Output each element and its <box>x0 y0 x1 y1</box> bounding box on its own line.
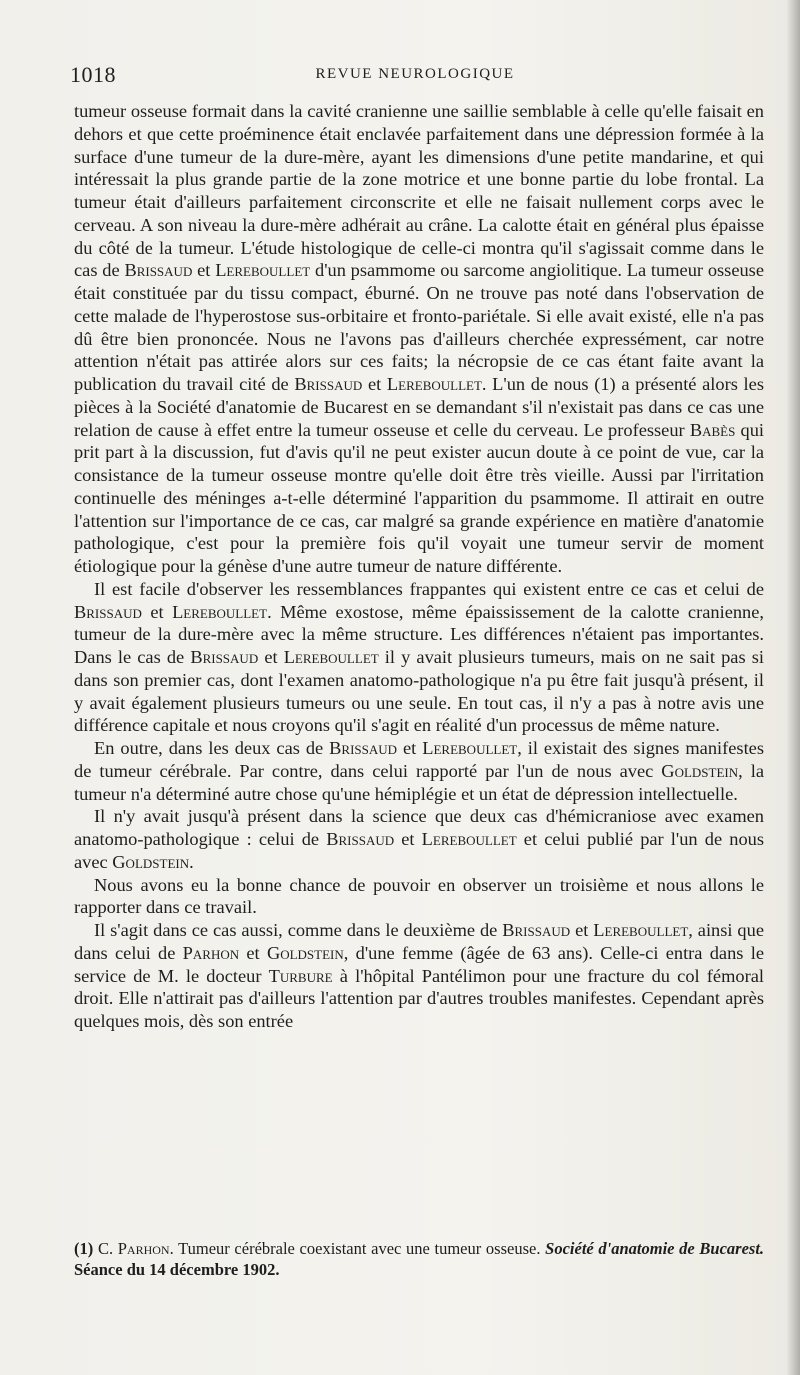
author-name: Brissaud <box>190 647 259 667</box>
paragraph <box>74 805 764 873</box>
footnote-source: Société d'anatomie de Bucarest. <box>545 1239 765 1258</box>
text-run: , ainsi que dans celui de <box>74 920 764 963</box>
text-run: et <box>397 738 423 758</box>
paragraph <box>74 578 764 737</box>
author-name: Goldstein <box>661 760 739 781</box>
author-name: Lereboullet <box>422 738 518 758</box>
text-run: et <box>258 647 284 667</box>
text-run: Il n'y avait jusqu'à présent dans la science que deux cas d'hémicraniose avec examen anatomo-pathologique : celui de <box>74 806 764 849</box>
author-name: Brissaud <box>294 374 363 394</box>
text-run: il y avait plusieurs tumeurs, mais on ne sait pas si dans son premier cas, dont l'examen anatomo-pathologique n'a pu être fait jusqu'à présent, il y avait également plusieurs tumeurs ou une seule. En tout cas, il n'y a pas à notre avis une différence capitale et nous croyons qu'il s'agit en réalité d'un processus de même nature. <box>74 647 764 736</box>
paragraph <box>74 100 764 578</box>
author-name: Brissaud <box>326 829 395 849</box>
author-name: Turbure <box>268 965 333 986</box>
author-name: Lereboullet <box>593 920 689 940</box>
text-run: et <box>394 829 422 849</box>
text-run: et <box>192 260 216 281</box>
author-name: Lereboullet <box>421 829 517 849</box>
footnote-author: C. Parhon. <box>97 1239 174 1258</box>
article-body <box>74 100 764 1033</box>
text-run: Il est facile d'observer les ressemblances frappantes qui existent entre ce cas et celui de <box>94 578 764 599</box>
page-edge-shadow <box>786 0 800 1375</box>
author-name: Goldstein <box>112 851 190 872</box>
paragraph <box>74 737 764 805</box>
author-name: Babès <box>689 419 736 440</box>
author-name: Lereboullet <box>172 601 268 622</box>
page-number: 1018 <box>70 62 116 87</box>
text-run: et <box>362 374 387 394</box>
author-name: Lereboullet <box>283 647 379 667</box>
author-name: Lereboullet <box>215 260 311 281</box>
text-run: . Même exostose, même épaississement de la calotte cranienne, tumeur de la dure-mère avec la même structure. Les différences n'étaient pas importantes. Dans le cas de <box>74 601 765 667</box>
footnote-date: Séance du 14 décembre 1902. <box>74 1260 280 1279</box>
footnote <box>74 1238 764 1280</box>
text-run: et <box>239 942 267 963</box>
text-run: . L'un de nous (1) a présenté alors les pièces à la Société d'anatomie de Bucarest en se demandant s'il n'existait pas dans ce cas une relation de cause à effet entre la tumeur osseuse et celle du cerveau. Le professeur <box>74 374 764 440</box>
text-run: à l'hôpital Pantélimon pour une fracture du col fémoral droit. Elle n'attirait pas d'ailleurs l'attention par d'autres troubles manifestes. Cependant après quelques mois, dès son entrée <box>74 965 764 1031</box>
author-name: Parhon <box>182 942 240 963</box>
running-head <box>70 62 760 88</box>
author-name: Brissaud <box>124 260 193 281</box>
text-run: , il existait des signes manifestes de tumeur cérébrale. Par contre, dans celui rapporté par l'un de nous avec <box>74 738 765 781</box>
text-run: Il s'agit dans ce cas aussi, comme dans le deuxième de <box>94 920 503 940</box>
author-name: Brissaud <box>74 601 142 622</box>
text-run: Nous avons eu la bonne chance de pouvoir en observer un troisième et nous allons le rapporter dans ce travail. <box>74 874 764 918</box>
text-run: tumeur osseuse formait dans la cavité cranienne une saillie semblable à celle qu'elle faisait en dehors et que cette proéminence était enclavée parfaitement dans une dépression formée à la surface d'une tumeur de la dure-mère, ayant les dimensions d'une petite mandarine, et qui intéressait la plus grande partie de la zone motrice et une bonne partie du lobe frontal. La tumeur était d'ailleurs parfaitement circonscrite et elle ne faisait nullement corps avec le cerveau. A son niveau la dure-mère adhérait au crâne. La calotte était en général plus épaisse du côté de la tumeur. L'étude histologique de celle-ci montra qu'il s'agissait comme dans le cas de <box>74 101 764 281</box>
text-run: et <box>141 601 173 622</box>
text-run: , la tumeur n'a déterminé autre chose qu'une hémiplégie et un état de dépression intellectuelle. <box>74 760 764 804</box>
text-run: d'un psammome ou sarcome angiolitique. La tumeur osseuse était constituée par du tissu compact, éburné. On ne trouve pas noté dans l'observation de cette malade de l'hyperostose sus-orbitaire et fronto-pariétale. Si elle avait existé, elle n'a pas dû être bien prononcée. Nous ne l'avons pas d'ailleurs cherchée expressément, car notre attention n'était pas attirée alors sur ces faits; la nécropsie de ce cas étant faite avant la publication du travail cité de <box>74 260 765 394</box>
paragraph <box>74 874 764 920</box>
footnote-title: Tumeur cérébrale coexistant avec une tumeur osseuse. <box>178 1239 541 1258</box>
text-run: et celui publié par l'un de nous avec <box>74 829 764 872</box>
author-name: Brissaud <box>329 738 398 758</box>
text-run: , d'une femme (âgée de 63 ans). Celle-ci entra dans le service de M. le docteur <box>74 942 764 986</box>
author-name: Brissaud <box>502 920 571 940</box>
footnote-marker: (1) <box>74 1239 94 1258</box>
paragraph <box>74 919 764 1033</box>
text-run: En outre, dans les deux cas de <box>94 738 330 758</box>
text-run: et <box>570 920 594 940</box>
journal-title: REVUE NEUROLOGIQUE <box>315 66 515 82</box>
text-run: qui prit part à la discussion, fut d'avis qu'il ne peut exister aucun doute à ce point de vue, car la consistance de la tumeur osseuse montre qu'elle doit être très vieille. Aussi par l'irritation continuelle des méninges a-t-elle déterminé l'apparition du psammome. Il attirait en outre l'attention sur l'importance de ce cas, car malgré sa grande expérience en matière d'anatomie pathologique, c'est pour la première fois qu'il voyait une tumeur servir de moment étiologique pour la génèse d'une autre tumeur de nature différente. <box>74 419 764 576</box>
text-run: . <box>189 851 194 872</box>
author-name: Lereboullet <box>386 374 482 394</box>
author-name: Goldstein <box>266 942 344 963</box>
